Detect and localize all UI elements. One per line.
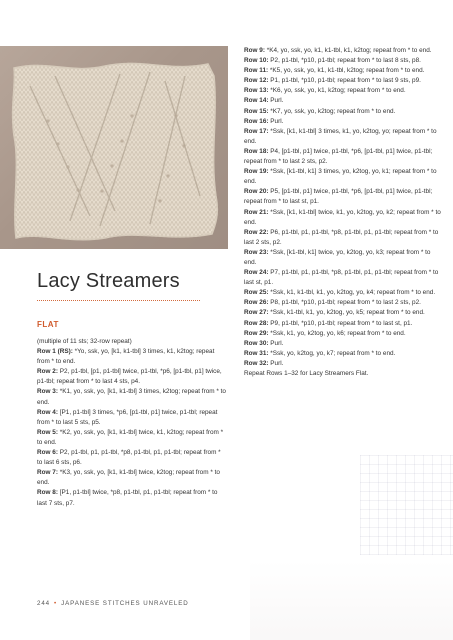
row-label: Row 4:	[37, 408, 58, 416]
row-label: Row 12:	[244, 77, 269, 85]
row-instruction	[244, 268, 444, 288]
row-text: P2, p1-tbl, *p10, p1-tbl; repeat from * to last 8 sts, p8.	[268, 57, 421, 65]
row-instruction	[244, 76, 444, 86]
row-instruction	[244, 117, 444, 127]
row-instruction	[244, 107, 444, 117]
row-label: Row 29:	[244, 329, 269, 337]
page-shadow	[250, 560, 453, 640]
row-text: *Ssk, k1-tbl, k1, yo, k2tog, yo, k5; repeat from * to end.	[268, 309, 425, 317]
row-text: *Ssk, [k1, k1-tbl] 3 times, k1, yo, k2tog, yo; repeat from * to end.	[244, 127, 437, 145]
page-footer	[37, 600, 189, 607]
row-text: *K1, yo, ssk, yo, [k1, k1-tbl] 3 times, k2tog; repeat from * to end.	[37, 388, 226, 406]
row-label: Row 1 (RS):	[37, 348, 73, 356]
row-instruction	[244, 359, 444, 369]
row-instruction	[37, 387, 227, 407]
row-instruction	[244, 147, 444, 167]
row-text: *Ssk, k1, k1-tbl, k1, yo, k2tog, yo, k4; repeat from * to end.	[268, 289, 436, 297]
row-label: Row 30:	[244, 339, 269, 347]
row-text: *K6, yo, ssk, yo, k1, k2tog; repeat from * to end.	[268, 87, 406, 95]
row-instruction	[244, 319, 444, 329]
row-label: Row 14:	[244, 97, 269, 105]
row-instruction	[37, 347, 227, 367]
swatch-photo	[0, 46, 228, 249]
row-text: *Ssk, [k1, k1-tbl] twice, k1, yo, k2tog, yo, k2; repeat from * to end.	[244, 208, 441, 226]
row-instruction	[244, 329, 444, 339]
row-label: Row 10:	[244, 57, 269, 65]
row-text: *Yo, ssk, yo, [k1, k1-tbl] 3 times, k1, k2tog; repeat from * to end.	[37, 348, 215, 366]
row-text: P5, [p1-tbl, p1] twice, p1-tbl, *p6, [p1-tbl, p1] twice, p1-tbl; repeat from * to last st, p1.	[244, 188, 433, 206]
row-text: *Ssk, [k1-tbl, k1] twice, yo, k2tog, yo, k3; repeat from * to end.	[244, 248, 431, 266]
row-instruction	[244, 288, 444, 298]
row-label: Row 31:	[244, 349, 269, 357]
row-text: *K2, yo, ssk, yo, [k1, k1-tbl] twice, k1, k2tog; repeat from * to end.	[37, 428, 224, 446]
knitted-swatch-image	[0, 46, 228, 249]
row-instruction	[244, 167, 444, 187]
row-text: P7, p1-tbl, p1, p1-tbl, *p8, p1-tbl, p1, p1-tbl; repeat from * to last st, p1.	[244, 269, 439, 287]
row-label: Row 15:	[244, 107, 269, 115]
page-number: 244	[37, 600, 51, 607]
row-text: P8, p1-tbl, *p10, p1-tbl; repeat from * to last 2 sts, p2.	[268, 299, 421, 307]
row-label: Row 25:	[244, 289, 269, 297]
row-label: Row 24:	[244, 269, 269, 277]
row-label: Row 13:	[244, 87, 269, 95]
instructions-left-column	[37, 337, 227, 509]
row-label: Row 11:	[244, 67, 269, 75]
row-label: Row 2:	[37, 368, 58, 376]
row-instruction	[37, 488, 227, 508]
row-label: Row 21:	[244, 208, 269, 216]
row-label: Row 28:	[244, 319, 269, 327]
row-label: Row 23:	[244, 248, 269, 256]
row-instruction	[37, 448, 227, 468]
row-text: Purl.	[268, 97, 284, 105]
row-text: *K3, yo, ssk, yo, [k1, k1-tbl] twice, k2tog; repeat from * to end.	[37, 469, 220, 487]
stitch-multiple: (multiple of 11 sts; 32-row repeat)	[37, 338, 132, 345]
row-text: P6, p1-tbl, p1, p1-tbl, *p8, p1-tbl, p1, p1-tbl; repeat from * to last 2 sts, p2.	[244, 228, 439, 246]
row-label: Row 17:	[244, 127, 269, 135]
row-instruction	[37, 468, 227, 488]
row-instruction	[244, 339, 444, 349]
row-instruction	[244, 86, 444, 96]
row-text: *K7, yo, ssk, yo, k2tog; repeat from * to end.	[268, 107, 396, 115]
row-instruction	[244, 187, 444, 207]
row-label: Row 20:	[244, 188, 269, 196]
row-label: Row 8:	[37, 489, 58, 497]
row-label: Row 26:	[244, 299, 269, 307]
left-row-list	[37, 347, 227, 509]
row-instruction	[244, 127, 444, 147]
book-title: JAPANESE STITCHES UNRAVELED	[61, 600, 189, 607]
faint-chart-bleed	[360, 455, 453, 555]
row-label: Row 9:	[244, 47, 265, 54]
row-text: P4, [p1-tbl, p1] twice, p1-tbl, *p6, [p1-tbl, p1] twice, p1-tbl; repeat from * to last 2 sts, p2.	[244, 147, 433, 166]
row-instruction	[244, 208, 444, 228]
footer-separator: •	[54, 600, 58, 607]
pattern-title: Lacy Streamers	[37, 270, 180, 292]
row-instruction	[37, 408, 227, 428]
row-label: Row 7:	[37, 469, 58, 477]
row-label: Row 6:	[37, 449, 58, 457]
row-label: Row 32:	[244, 359, 269, 367]
row-text: Purl.	[268, 359, 284, 367]
row-instruction	[244, 298, 444, 308]
row-text: P1, p1-tbl, *p10, p1-tbl; repeat from * to last 9 sts, p9.	[268, 77, 421, 85]
row-text: P2, p1-tbl, p1, p1-tbl, *p8, p1-tbl, p1, p1-tbl; repeat from * to last 6 sts, p6.	[37, 449, 221, 467]
row-instruction	[244, 308, 444, 318]
row-instruction	[244, 248, 444, 268]
row-instruction	[37, 367, 227, 387]
row-text: *K5, yo, ssk, yo, k1, k1-tbl, k2tog; repeat from * to end.	[268, 67, 425, 75]
row-text: P2, p1-tbl, [p1, p1-tbl] twice, p1-tbl, *p6, [p1-tbl, p1] twice, p1-tbl; repeat from * to last 4 sts, p4.	[37, 368, 222, 386]
row-label: Row 18:	[244, 147, 269, 155]
row-label: Row 5:	[37, 428, 58, 436]
row-text: P9, p1-tbl, *p10, p1-tbl; repeat from * to last st, p1.	[268, 319, 413, 327]
row-instruction	[244, 66, 444, 76]
row-text: [P1, p1-tbl] 3 times, *p6, [p1-tbl, p1] twice, p1-tbl; repeat from * to last 5 sts, p5.	[37, 408, 218, 426]
row-instruction	[37, 428, 227, 448]
row-text: *Ssk, [k1-tbl, k1] 3 times, yo, k2tog, yo, k1; repeat from * to end.	[244, 168, 437, 186]
row-label: Row 19:	[244, 168, 269, 176]
row-text: *Ssk, yo, k2tog, yo, k7; repeat from * to end.	[268, 349, 396, 357]
instructions-right-column	[244, 46, 444, 379]
dotted-divider	[37, 300, 200, 301]
row-text: *Ssk, k1, yo, k2tog, yo, k6; repeat from * to end.	[268, 329, 406, 337]
row-instruction	[244, 228, 444, 248]
row-label: Row 22:	[244, 228, 269, 236]
row-text: *K4, yo, ssk, yo, k1, k1-tbl, k1, k2tog; repeat from * to end.	[264, 47, 432, 54]
row-label: Row 16:	[244, 117, 269, 125]
row-label: Row 3:	[37, 388, 58, 396]
row-text: Purl.	[268, 339, 284, 347]
row-text: [P1, p1-tbl] twice, *p8, p1-tbl, p1, p1-tbl; repeat from * to last 7 sts, p7.	[37, 489, 218, 507]
row-instruction	[244, 96, 444, 106]
row-instruction	[244, 46, 444, 56]
repeat-note: Repeat Rows 1–32 for Lacy Streamers Flat.	[244, 370, 369, 377]
row-instruction	[244, 56, 444, 66]
row-label: Row 27:	[244, 309, 269, 317]
section-heading: FLAT	[37, 320, 59, 329]
row-instruction	[244, 349, 444, 359]
row-text: Purl.	[268, 117, 284, 125]
right-row-list	[244, 46, 444, 369]
